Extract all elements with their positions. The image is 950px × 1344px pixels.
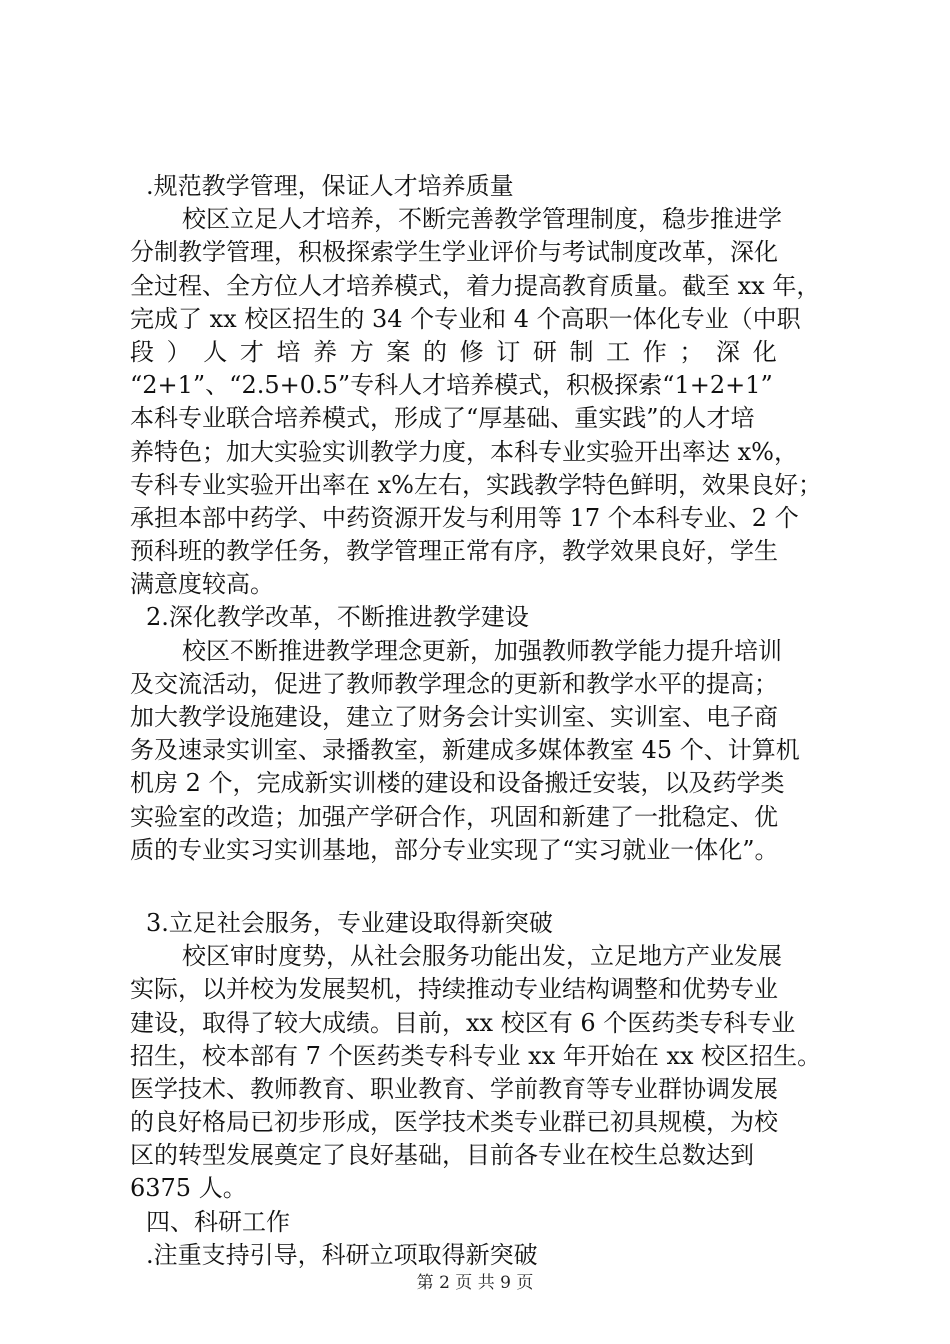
- document-body: [130, 170, 832, 1272]
- paragraph-line: 专科专业实验开出率在 x%左右，实践教学特色鲜明，效果良好；: [130, 470, 822, 499]
- paragraph-line: 及交流活动，促进了教师教学理念的更新和教学水平的提高；: [130, 669, 778, 698]
- paragraph-line: 区的转型发展奠定了良好基础，目前各专业在校生总数达到: [130, 1141, 754, 1170]
- paragraph-line: 加大教学设施建设，建立了财务会计实训室、实训室、电子商: [130, 703, 778, 731]
- paragraph-line: 招生，校本部有 7 个医药类专科专业 xx 年开始在 xx 校区招生。: [130, 1041, 822, 1070]
- paragraph-line: 全过程、全方位人才培养模式，着力提高教育质量。截至 xx 年，: [130, 271, 821, 300]
- section-heading-teaching-management: .规范教学管理，保证人才培养质量: [146, 172, 514, 200]
- paragraph-line-justified: 段 ） 人 才 培 养 方 案 的 修 订 研 制 工 作 ； 深 化: [130, 337, 778, 366]
- section-heading-social-service: 3.立足社会服务，专业建设取得新突破: [146, 908, 553, 937]
- paragraph-line: 本科专业联合培养模式，形成了“厚基础、重实践”的人才培: [130, 404, 755, 433]
- paragraph-line: 养特色；加大实验实训教学力度，本科专业实验开出率达 x%，: [130, 437, 798, 466]
- paragraph-line: 的良好格局已初步形成，医学技术类专业群已初具规模，为校: [130, 1108, 778, 1137]
- paragraph-line: 校区立足人才培养，不断完善教学管理制度，稳步推进学: [182, 205, 782, 234]
- paragraph-line: 质的专业实习实训基地，部分专业实现了“实习就业一体化”。: [130, 835, 779, 864]
- paragraph-line: 务及速录实训室、录播教室，新建成多媒体教室 45 个、计算机: [130, 736, 800, 765]
- paragraph-line: 建设，取得了较大成绩。目前，xx 校区有 6 个医药类专科专业: [130, 1008, 796, 1037]
- paragraph-line: 满意度较高。: [130, 570, 274, 599]
- paragraph-line: 机房 2 个，完成新实训楼的建设和设备搬迁安装，以及药学类: [130, 769, 785, 798]
- paragraph-line: 6375 人。: [130, 1174, 247, 1203]
- section-heading-teaching-reform: 2.深化教学改革，不断推进教学建设: [146, 603, 529, 632]
- paragraph-line: 校区审时度势，从社会服务功能出发，立足地方产业发展: [182, 942, 782, 971]
- paragraph-spacer: [130, 867, 832, 907]
- paragraph-line: 医学技术、教师教育、职业教育、学前教育等专业群协调发展: [130, 1074, 778, 1103]
- paragraph-line: 承担本部中药学、中药资源开发与利用等 17 个本科专业、2 个: [130, 503, 799, 532]
- section-heading-research: 四、科研工作: [146, 1207, 290, 1236]
- paragraph-line: 分制教学管理，积极探索学生学业评价与考试制度改革，深化: [130, 238, 778, 267]
- paragraph-line: 校区不断推进教学理念更新，加强教师教学能力提升培训: [182, 636, 782, 665]
- paragraph-line: 实验室的改造；加强产学研合作，巩固和新建了一批稳定、优: [130, 802, 778, 831]
- paragraph-line: 预科班的教学任务，教学管理正常有序，教学效果良好，学生: [130, 537, 778, 566]
- subsection-heading-research-projects: .注重支持引导，科研立项取得新突破: [146, 1240, 538, 1269]
- page-number-footer: 第 2 页 共 9 页: [416, 1273, 534, 1293]
- paragraph-line: 实际，以并校为发展契机，持续推动专业结构调整和优势专业: [130, 975, 778, 1004]
- paragraph-line: 完成了 xx 校区招生的 34 个专业和 4 个高职一体化专业（中职: [130, 304, 801, 333]
- paragraph-line: “2+1”、“2.5+0.5”专科人才培养模式，积极探索“1+2+1”: [130, 371, 773, 400]
